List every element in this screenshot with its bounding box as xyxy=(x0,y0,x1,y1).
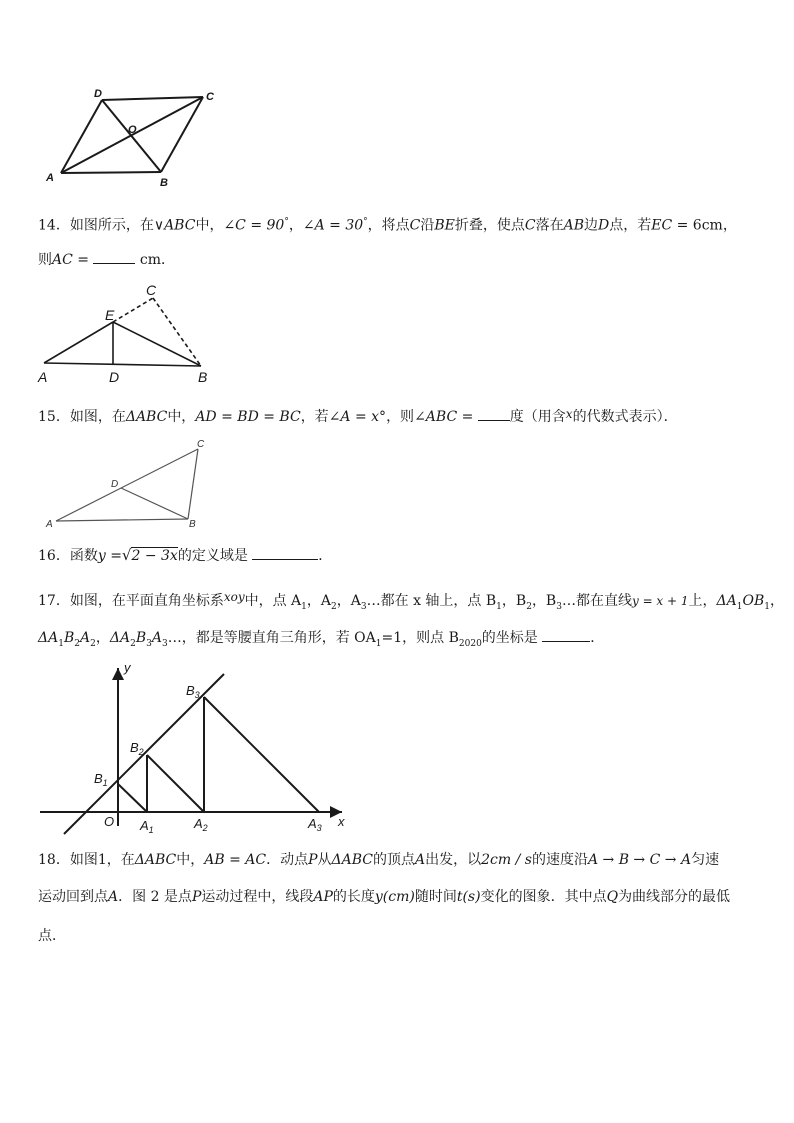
sqrt-sign: √ xyxy=(121,546,132,564)
label-a3: $A_3$ xyxy=(308,816,322,833)
q15-triangle-figure xyxy=(38,434,218,534)
segment-db xyxy=(121,488,188,519)
label-d: D xyxy=(109,369,120,385)
label-c: C xyxy=(206,91,214,103)
label-o: O xyxy=(128,124,137,136)
label-a: A xyxy=(38,369,48,385)
label-a1: $A_1$ xyxy=(140,818,154,835)
q17-line-2: $\Delta A_1B_2A_2$，$\Delta A_2B_3A_3\dots$，都是等腰直角三角形，若 $OA_1=1$，则点 $B_{2020}$的坐标是 ． xyxy=(38,627,604,654)
q15-line: 15．如图，在ΔABC中，AD = BD = BC，若∠A = x°，则∠ABC = 度（用含x的代数式表示）． xyxy=(38,407,678,425)
q14-line-1: 14．如图所示，在∨ABC中，∠C = 90°，∠A = 30°，将点C沿BE折叠，使点C落在AB边D点，若EC = 6cm， xyxy=(38,217,737,234)
label-b: B xyxy=(198,369,208,385)
q15-answer-blank[interactable] xyxy=(478,406,510,421)
label-a2: $A_2$ xyxy=(194,816,208,833)
q18-line-3: 点． xyxy=(38,928,66,944)
segment-ac xyxy=(56,449,198,521)
segment-ec-dashed xyxy=(113,298,153,322)
side-ab xyxy=(61,172,161,173)
label-b1: $B_1$ xyxy=(94,771,108,788)
label-c: C xyxy=(197,439,205,450)
side-dc xyxy=(102,97,203,100)
label-a: A xyxy=(46,172,54,184)
segment-bc xyxy=(188,449,198,519)
q16-answer-blank[interactable] xyxy=(252,545,318,560)
diagonal-db xyxy=(102,100,161,172)
segment-ab xyxy=(44,363,201,366)
q18-line-2: 运动回到点A．图 2 是点P运动过程中，线段AP的长度y(cm)随时间t(s)变化的图象．其中点Q为曲线部分的最低 xyxy=(38,889,731,905)
parallelogram-figure xyxy=(40,82,240,192)
segment-ab xyxy=(56,519,188,521)
label-b3: $B_3$ xyxy=(186,683,200,700)
segment-b3-a3 xyxy=(204,697,319,812)
label-b2: $B_2$ xyxy=(130,740,144,757)
label-y: y xyxy=(124,660,131,675)
segment-eb xyxy=(113,322,201,366)
segment-b1-a1 xyxy=(118,784,147,812)
label-e: E xyxy=(105,307,115,323)
label-c: C xyxy=(146,282,157,298)
segment-cb-dashed xyxy=(153,298,201,366)
label-d: D xyxy=(94,88,102,100)
label-x: x xyxy=(338,814,345,829)
label-o: O xyxy=(104,814,115,829)
q17-answer-blank[interactable] xyxy=(542,627,590,642)
label-b: B xyxy=(189,519,196,530)
q16-line: 16．函数y =√2 − 3x的定义域是 ． xyxy=(38,546,333,564)
q14-triangle-figure xyxy=(30,278,230,388)
label-a: A xyxy=(46,519,53,530)
q14-line-2: 则AC = cm． xyxy=(38,249,175,270)
segment-ae xyxy=(44,322,113,363)
q14-answer-blank[interactable] xyxy=(93,249,135,264)
segment-b2-a2 xyxy=(147,755,204,812)
label-b: B xyxy=(160,177,168,189)
label-d: D xyxy=(111,479,119,490)
q18-line-1: 18．如图1，在ΔABC中，AB = AC．动点P从ΔABC的顶点A出发，以2cm / s的速度沿A → B → C → A匀速 xyxy=(38,852,720,868)
q17-coordinate-figure xyxy=(36,656,356,840)
q17-line-1: 17．如图，在平面直角坐标系xoy中，点 $A_1$，$A_2$，$A_3\dots$都在 x 轴上，点 $B_1$，$B_2$，$B_3\dots$都在直线y = x + 1上，$\Delta A_1OB_1$， xyxy=(38,590,784,612)
